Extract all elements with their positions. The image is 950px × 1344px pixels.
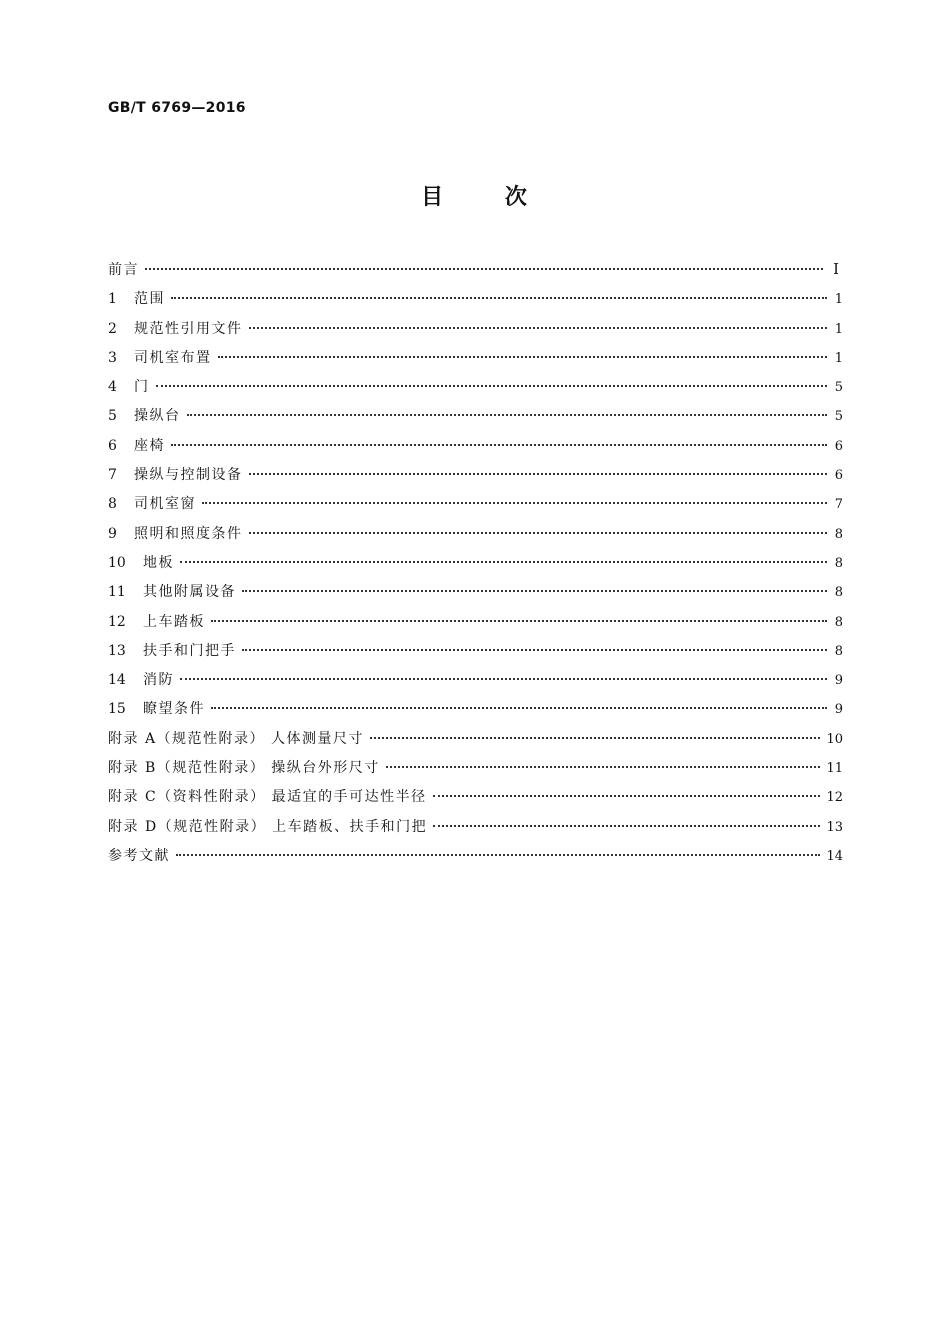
toc-entry-label: 瞭望条件: [143, 701, 205, 718]
dot-leader: [171, 297, 827, 299]
toc-entry-number: 7: [108, 467, 117, 484]
toc-entry-number: 2: [108, 320, 117, 337]
toc-entry-label: 门: [134, 379, 150, 396]
toc-entry-12[interactable]: [108, 611, 843, 640]
dot-leader: [187, 414, 828, 416]
page-title: 目 次: [421, 185, 529, 210]
toc-entry-8[interactable]: [108, 493, 843, 522]
toc-entry-appendix-a[interactable]: [108, 728, 843, 757]
toc-entry-label: 参考文献: [108, 847, 170, 864]
toc-entry-number: 14: [108, 672, 126, 689]
dot-leader: [370, 737, 820, 739]
toc-entry-6[interactable]: [108, 435, 843, 464]
toc-entry-label: 附录 C（资料性附录） 最适宜的手可达性半径: [108, 789, 427, 806]
toc-entry-appendix-d[interactable]: [108, 816, 843, 845]
toc-entry-page: 5: [834, 380, 843, 396]
toc-entry-number: 8: [108, 496, 117, 513]
toc-entry-label: 司机室窗: [134, 496, 196, 513]
toc-entry-page: 5: [834, 409, 843, 425]
toc-entry-label: 照明和照度条件: [134, 525, 243, 542]
toc-entry-page: 9: [834, 702, 843, 718]
toc-entry-foreword[interactable]: [108, 259, 843, 288]
toc-entry-page: 11: [826, 761, 843, 777]
dot-leader: [386, 766, 821, 768]
toc-entry-number: 10: [108, 554, 126, 571]
dot-leader: [211, 707, 827, 709]
table-of-contents: [108, 259, 843, 874]
dot-leader: [433, 825, 820, 827]
dot-leader: [176, 854, 820, 856]
toc-entry-number: 13: [108, 642, 126, 659]
standard-number: GB/T 6769—2016: [108, 100, 246, 116]
dot-leader: [156, 385, 828, 387]
toc-entry-page: 6: [834, 438, 843, 454]
toc-entry-label: 司机室布置: [134, 349, 212, 366]
toc-entry-14[interactable]: [108, 669, 843, 698]
toc-entry-number: 9: [108, 525, 117, 542]
toc-entry-number: 15: [108, 701, 126, 718]
toc-entry-page: 13: [826, 819, 843, 835]
dot-leader: [249, 532, 828, 534]
toc-entry-7[interactable]: [108, 464, 843, 493]
toc-entry-page: 1: [834, 321, 843, 337]
toc-entry-4[interactable]: [108, 376, 843, 405]
toc-entry-9[interactable]: [108, 523, 843, 552]
toc-entry-page: 8: [834, 614, 843, 630]
toc-entry-label: 地板: [143, 554, 174, 571]
toc-entry-10[interactable]: [108, 552, 843, 581]
toc-entry-page: 8: [834, 555, 843, 571]
dot-leader: [145, 268, 823, 270]
toc-entry-number: 1: [108, 291, 117, 308]
toc-entry-label: 操纵台: [134, 408, 181, 425]
toc-entry-page: 10: [826, 731, 843, 747]
dot-leader: [211, 620, 827, 622]
toc-entry-references[interactable]: [108, 845, 843, 874]
toc-entry-number: 3: [108, 349, 117, 366]
toc-entry-appendix-b[interactable]: [108, 757, 843, 786]
dot-leader: [242, 649, 827, 651]
toc-entry-page: 6: [834, 468, 843, 484]
toc-entry-15[interactable]: [108, 698, 843, 727]
toc-entry-13[interactable]: [108, 640, 843, 669]
toc-entry-number: 5: [108, 408, 117, 425]
dot-leader: [249, 327, 828, 329]
toc-entry-page: 1: [834, 350, 843, 366]
toc-entry-label: 范围: [134, 291, 165, 308]
toc-entry-page: 1: [834, 292, 843, 308]
toc-entry-label: 规范性引用文件: [134, 320, 243, 337]
dot-leader: [202, 502, 827, 504]
dot-leader: [242, 590, 827, 592]
dot-leader: [180, 561, 827, 563]
toc-entry-number: 4: [108, 379, 117, 396]
toc-entry-11[interactable]: [108, 581, 843, 610]
toc-entry-label: 上车踏板: [143, 613, 205, 630]
toc-entry-label: 操纵与控制设备: [134, 467, 243, 484]
dot-leader: [171, 444, 827, 446]
dot-leader: [433, 795, 821, 797]
toc-entry-label: 扶手和门把手: [143, 642, 236, 659]
toc-entry-number: 11: [108, 584, 126, 601]
toc-entry-5[interactable]: [108, 405, 843, 434]
toc-entry-label: 前言: [108, 262, 139, 278]
dot-leader: [180, 678, 827, 680]
toc-entry-page: 8: [834, 526, 843, 542]
toc-entry-page: 9: [834, 673, 843, 689]
toc-entry-label: 附录 A（规范性附录） 人体测量尺寸: [108, 730, 365, 747]
toc-entry-page: Ⅰ: [833, 260, 839, 278]
toc-entry-1[interactable]: [108, 288, 843, 317]
toc-entry-number: 6: [108, 437, 117, 454]
toc-entry-page: 12: [826, 790, 843, 806]
toc-entry-page: 8: [834, 643, 843, 659]
dot-leader: [249, 473, 828, 475]
toc-entry-label: 其他附属设备: [143, 584, 236, 601]
toc-entry-label: 座椅: [134, 437, 165, 454]
toc-entry-3[interactable]: [108, 347, 843, 376]
toc-entry-label: 附录 D（规范性附录） 上车踏板、扶手和门把: [108, 818, 428, 835]
toc-entry-2[interactable]: [108, 318, 843, 347]
toc-entry-label: 消防: [143, 672, 174, 689]
toc-entry-label: 附录 B（规范性附录） 操纵台外形尺寸: [108, 760, 380, 777]
toc-entry-page: 7: [834, 497, 843, 513]
toc-entry-number: 12: [108, 613, 126, 630]
toc-entry-page: 14: [826, 848, 843, 864]
toc-entry-appendix-c[interactable]: [108, 786, 843, 815]
dot-leader: [218, 356, 828, 358]
toc-entry-page: 8: [834, 585, 843, 601]
